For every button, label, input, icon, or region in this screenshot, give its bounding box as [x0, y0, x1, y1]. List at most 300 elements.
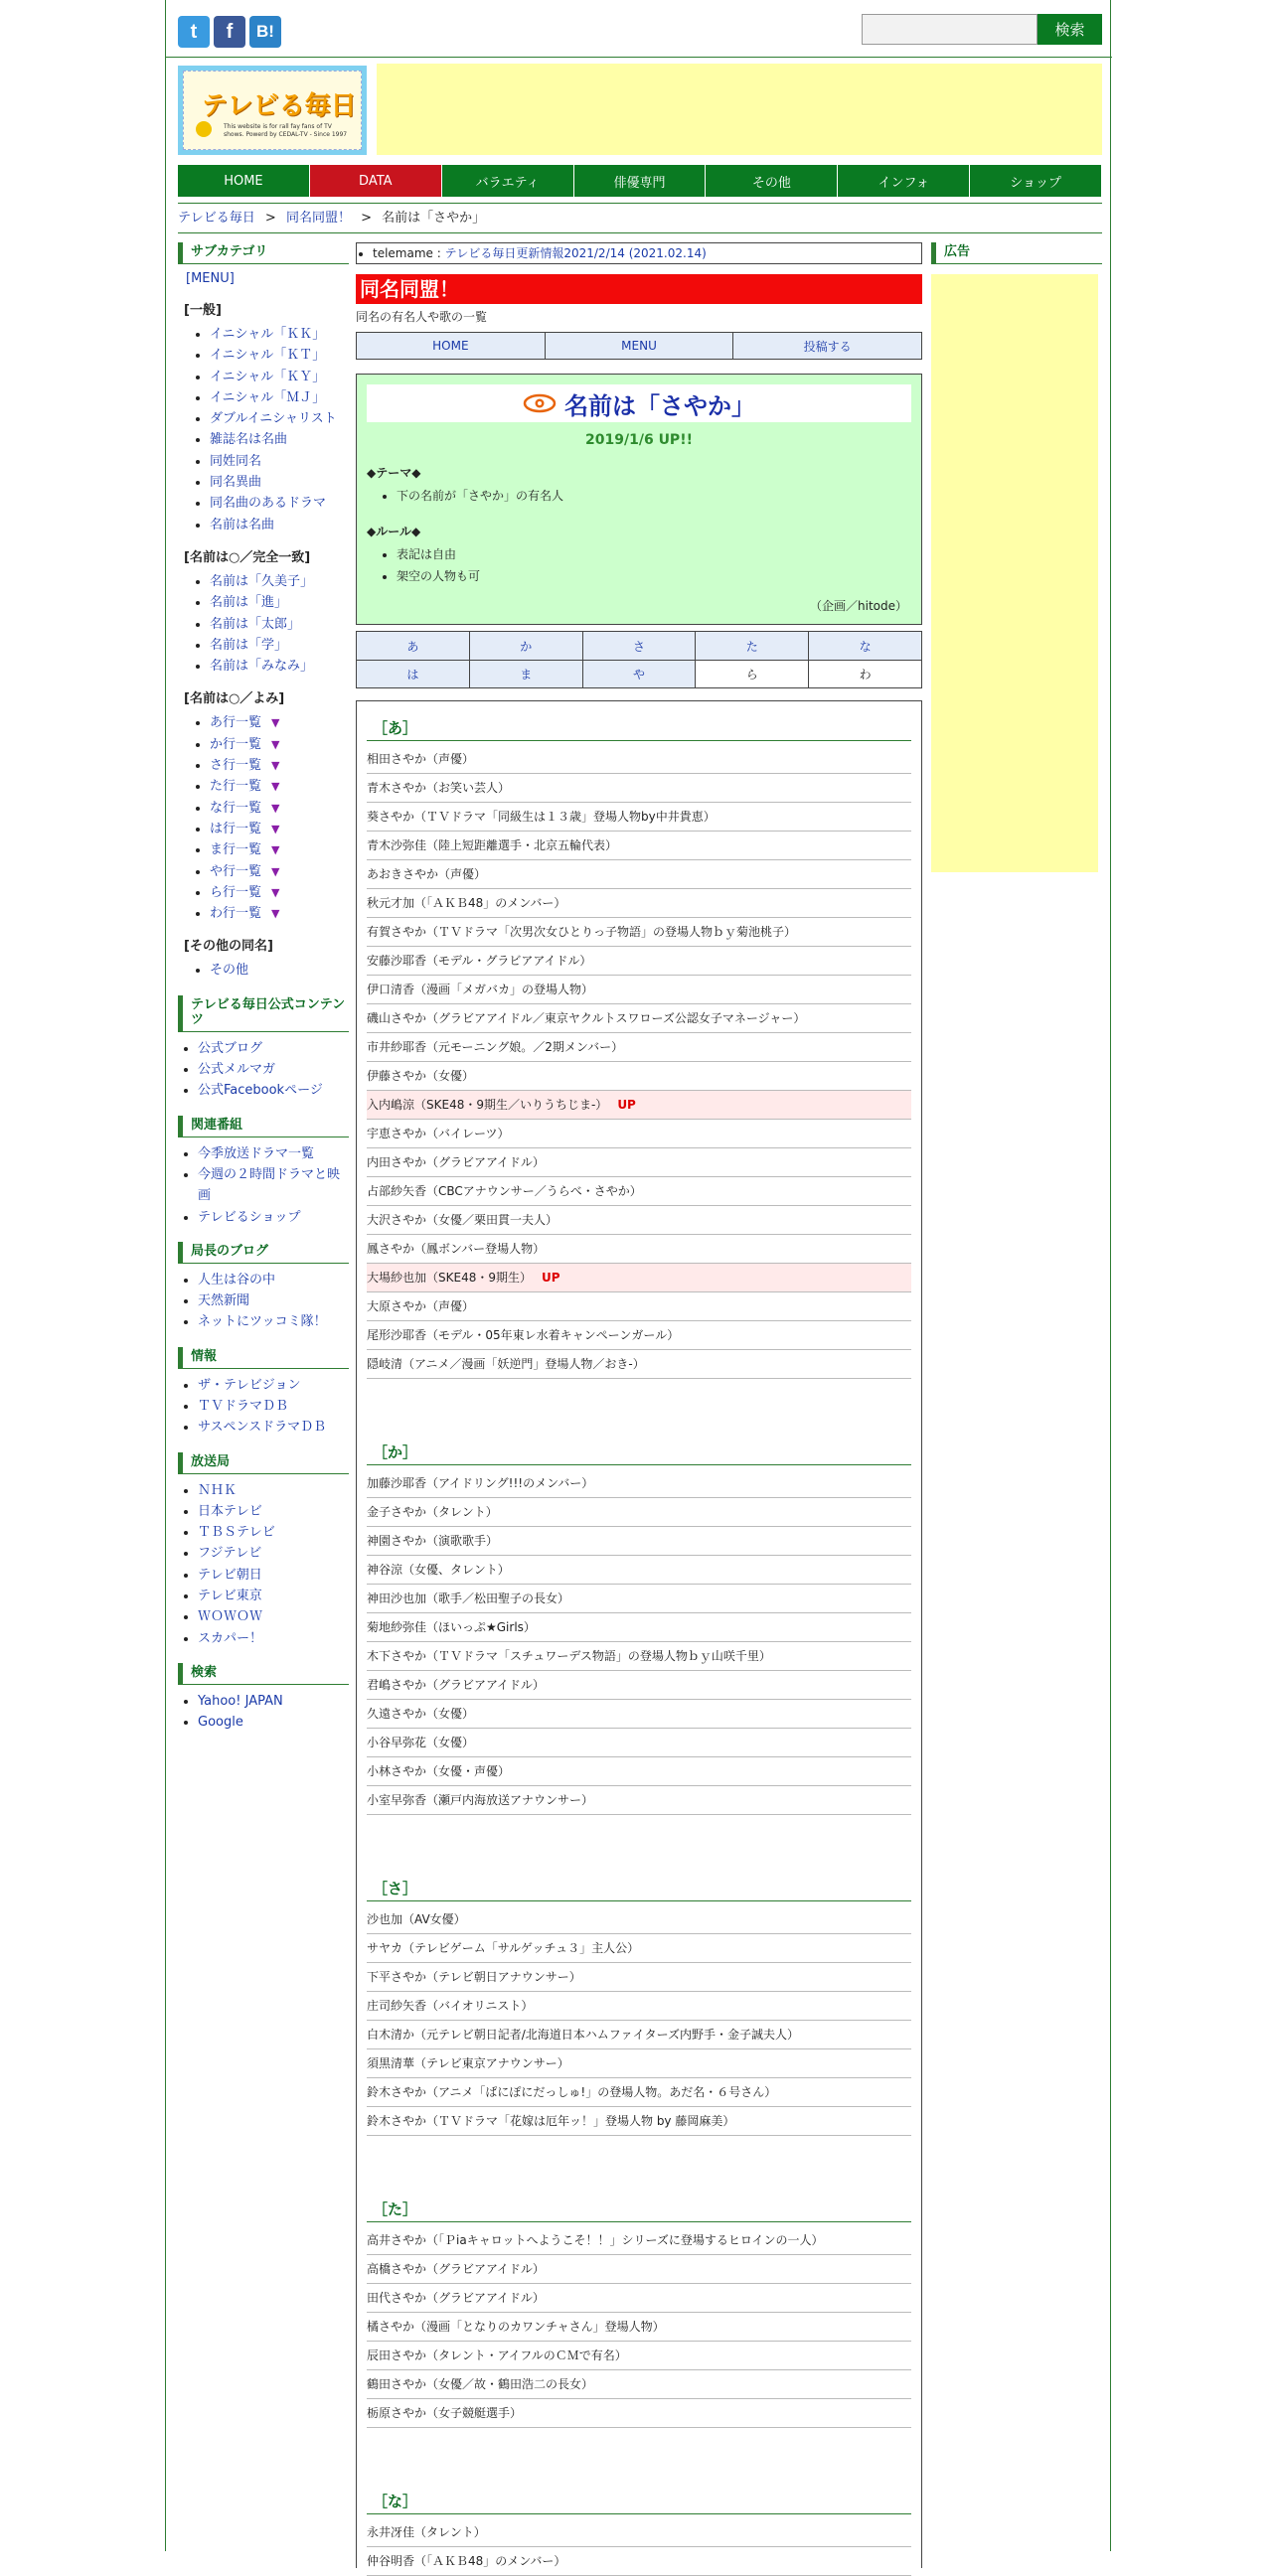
list-item [367, 1292, 911, 1321]
telemame-box [356, 242, 922, 264]
twitter-icon[interactable]: t [178, 16, 210, 48]
sidebar-link[interactable]: ザ・テレビジョン [198, 1377, 301, 1393]
sidebar-link[interactable]: ま行一覧 [210, 842, 262, 858]
sidebar-subheading-reading: [名前は○／よみ] [184, 691, 285, 707]
sidebar-link[interactable]: スカパー！ [198, 1630, 263, 1646]
theme-item: • 表記は自由 [397, 543, 911, 565]
rule-heading: ◆ルール◆ [367, 525, 421, 538]
sidebar-link[interactable]: か行一覧 [210, 736, 262, 752]
list-item [367, 1671, 911, 1700]
entry-text: 橘さやか（漫画「となりのカワンチャさん」登場人物） [367, 2320, 665, 2334]
sidebar-link[interactable]: ＴＢＳテレビ [198, 1525, 275, 1541]
list-item [367, 2547, 911, 2576]
left-sidebar [178, 242, 349, 1734]
kana-link[interactable]: あ [357, 632, 470, 660]
section-gap [367, 2428, 911, 2475]
sidebar-item [198, 1059, 349, 1080]
sidebar-item [210, 324, 349, 345]
section-gap [367, 2136, 911, 2183]
triangle-down-icon: ▼ [271, 822, 280, 835]
list-item [367, 2518, 911, 2547]
search-input[interactable] [862, 14, 1037, 45]
list-item [367, 2226, 911, 2255]
list-item [367, 1264, 911, 1292]
entry-text: 高井さやか（「Ｐiaキャロットへようこそ！！」シリーズに登場するヒロインの一人） [367, 2233, 824, 2247]
section-heading: ［さ］ [367, 1880, 911, 1901]
sidebar-link[interactable]: Google [198, 1715, 243, 1731]
name-list [356, 700, 922, 2568]
sidebar-link[interactable]: 同名曲のあるドラマ [210, 496, 327, 512]
entry-text: 白木清か（元テレビ朝日記者/北海道日本ハムファイターズ内野手・金子誠夫人） [367, 2028, 799, 2042]
entry-text: 菊地紗弥佳（ほいっぷ★Girls） [367, 1620, 536, 1634]
sidebar-link[interactable]: イニシャル「ＫＹ」 [210, 369, 326, 384]
sidebar-link[interactable]: その他 [210, 963, 249, 979]
entry-text: 隠岐清（アニメ／漫画「妖逆門」登場人物／おき-） [367, 1357, 645, 1371]
sidebar-list-station [178, 1480, 349, 1649]
sidebar-item [198, 1164, 349, 1207]
sidebar-heading-info: 情報 [178, 1347, 349, 1369]
entry-text: 相田さやか（声優） [367, 752, 475, 766]
entry-text: 久遠さやか（女優） [367, 1707, 475, 1721]
entry-text: 磯山さやか（グラビアアイドル／東京ヤクルトスワローズ公認女子マネージャー） [367, 1011, 806, 1025]
entry-text: 田代さやか（グラビアアイドル） [367, 2291, 545, 2305]
sidebar-item [198, 1691, 349, 1712]
sidebar-list-search [178, 1691, 349, 1734]
sidebar-item [210, 429, 349, 450]
sidebar-item [210, 755, 349, 776]
entry-text: 安藤沙耶香（モデル・グラビアアイドル） [367, 954, 592, 968]
sidebar-item [198, 1311, 349, 1332]
telemame-link[interactable]: テレビる毎日更新情報2021/2/14 (2021.02.14) [444, 246, 707, 260]
sidebar-item [198, 1270, 349, 1290]
sidebar-link[interactable]: イニシャル「ＫＫ」 [210, 327, 326, 342]
triangle-down-icon: ▼ [271, 801, 280, 815]
list-item [367, 1091, 911, 1120]
entry-text: 占部紗矢香（CBCアナウンサー／うらべ・さやか） [367, 1184, 642, 1198]
section-gap [367, 1815, 911, 1862]
list-item [367, 1469, 911, 1498]
sidebar-link[interactable]: わ行一覧 [210, 906, 262, 922]
nav-item[interactable]: インフォ [838, 165, 970, 197]
list-item [367, 1642, 911, 1671]
sidebar-item [210, 571, 349, 592]
nav-divider [178, 203, 1102, 204]
list-item [367, 774, 911, 803]
list-item [367, 2078, 911, 2107]
nav-item[interactable]: HOME [178, 165, 310, 197]
sidebar-link[interactable]: 名前は「太郎」 [210, 616, 301, 632]
sidebar-item [198, 1586, 349, 1606]
hatena-bookmark-icon[interactable]: B! [249, 16, 281, 48]
sidebar-item [198, 1628, 349, 1649]
breadcrumb-separator: > [361, 211, 372, 226]
nav-item[interactable]: ショップ [970, 165, 1102, 197]
entry-text: 秋元才加（「ＡＫＢ48」のメンバー） [367, 896, 566, 910]
triangle-down-icon: ▼ [271, 759, 280, 773]
main-content [356, 242, 922, 2568]
sidebar-item [198, 1543, 349, 1564]
entry-text: 小室早弥香（瀬戸内海放送アナウンサー） [367, 1793, 594, 1807]
list-item [367, 1700, 911, 1729]
sidebar-link[interactable]: 名前は「久美子」 [210, 573, 314, 589]
entry-text: 伊口清香（漫画「メガバカ」の登場人物） [367, 983, 594, 996]
sidebar-link[interactable]: な行一覧 [210, 800, 262, 816]
kana-link[interactable]: ま [470, 661, 583, 687]
sidebar-link[interactable]: ＮＨＫ [198, 1482, 238, 1498]
site-logo[interactable] [178, 66, 367, 155]
logo-frame [183, 71, 362, 150]
list-item [367, 1350, 911, 1379]
list-item [367, 1757, 911, 1786]
logo-title: テレビる毎日 [202, 91, 357, 121]
sidebar-link[interactable]: フジテレビ [198, 1546, 262, 1562]
list-item [367, 1963, 911, 1992]
sidebar-link[interactable]: Yahoo! JAPAN [198, 1693, 283, 1709]
sidebar-heading-related: 関連番組 [178, 1116, 349, 1137]
entry-text: 須黒清華（テレビ東京アナウンサー） [367, 2056, 569, 2070]
kana-index [356, 631, 922, 688]
list-item [367, 2342, 911, 2370]
sidebar-heading-search: 検索 [178, 1663, 349, 1685]
entry-text: 君嶋さやか（グラビアアイドル） [367, 1678, 545, 1692]
list-item [367, 1206, 911, 1235]
list-item [367, 2049, 911, 2078]
entry-text: 加藤沙耶香（アイドリング!!!のメンバー） [367, 1476, 594, 1490]
sidebar-list-blog [178, 1270, 349, 1333]
list-item [367, 1729, 911, 1757]
sidebar-heading-official: テレビる毎日公式コンテンツ [178, 995, 349, 1032]
kana-link[interactable]: や [583, 661, 697, 687]
theme-list [367, 485, 911, 507]
section-heading: ［か］ [367, 1443, 911, 1465]
kana-link[interactable]: ら [696, 661, 809, 687]
tab-post[interactable]: 投稿する [733, 333, 921, 359]
sidebar-subheading-general: [一般] [184, 303, 222, 318]
side-ad-banner[interactable] [931, 274, 1098, 872]
triangle-down-icon: ▼ [271, 780, 280, 794]
entry-text: 鳳さやか（鳳ボンバー登場人物） [367, 1242, 546, 1256]
sidebar-item [210, 614, 349, 635]
list-item [367, 2107, 911, 2136]
entry-text: 入内嶋涼（SKE48・9期生／いりうちじま-） [367, 1098, 608, 1112]
telemame-label: telemame : [373, 246, 445, 260]
sidebar-item [210, 592, 349, 613]
sidebar-list-official [178, 1038, 349, 1102]
sidebar-item [198, 1207, 349, 1228]
list-item [367, 1321, 911, 1350]
sidebar-item [198, 1712, 349, 1733]
logo-subtitle: This website is for rall fay fans of TV shows. Powerd by CEDAL-TV - Since 1997 [224, 123, 348, 138]
list-item [367, 1934, 911, 1963]
entry-text: サヤカ（テレビゲーム「サルゲッチュ３」主人公） [367, 1941, 640, 1955]
kana-link[interactable]: さ [583, 632, 697, 660]
main-nav [178, 165, 1102, 197]
list-item [367, 2313, 911, 2342]
entry-text: 神園さやか（演歌歌手） [367, 1534, 499, 1548]
sidebar-item [198, 1080, 349, 1101]
list-item [367, 1905, 911, 1934]
sidebar-item [210, 960, 349, 981]
entry-text: 仲谷明香（「ＡＫＢ48」のメンバー） [367, 2554, 566, 2568]
list-item [367, 1786, 911, 1815]
sidebar-list-reading [178, 712, 349, 924]
sidebar-item [198, 1038, 349, 1059]
theme-item: • 下の名前が「さやか」の有名人 [397, 485, 911, 507]
sidebar-link[interactable]: は行一覧 [210, 821, 262, 836]
top-ad-banner[interactable] [377, 64, 1102, 155]
sidebar-item [210, 882, 349, 903]
entry-text: 市井紗耶香（元モーニング娘。／2期メンバー） [367, 1040, 624, 1054]
sidebar-list-other [178, 960, 349, 981]
list-item [367, 860, 911, 889]
triangle-down-icon: ▼ [271, 843, 280, 857]
sidebar-item [210, 367, 349, 387]
sidebar-item [210, 472, 349, 493]
sidebar-item [198, 1417, 349, 1438]
sidebar-link[interactable]: あ行一覧 [210, 715, 262, 731]
entry-text: 大原さやか（声優） [367, 1299, 475, 1313]
sidebar-item [210, 451, 349, 472]
list-item [367, 803, 911, 832]
entry-text: 有賀さやか（ＴＶドラマ「次男次女ひとりっ子物語」の登場人物ｂｙ菊池桃子） [367, 925, 797, 939]
sidebar-item [210, 734, 349, 755]
page [165, 0, 1111, 2568]
entry-text: 青木沙弥佳（陸上短距離選手・北京五輪代表） [367, 838, 618, 852]
list-item [367, 947, 911, 976]
nav-item[interactable]: その他 [706, 165, 838, 197]
entry-text: 鈴木さやか（アニメ「ぱにぽにだっしゅ!」の登場人物。あだ名・６号さん） [367, 2085, 777, 2099]
sidebar-link[interactable]: 人生は谷の中 [198, 1272, 276, 1288]
list-item [367, 2021, 911, 2049]
sidebar-link[interactable]: 天然新聞 [198, 1293, 250, 1309]
sidebar-link[interactable]: イニシャル「ＭＪ」 [210, 389, 326, 405]
kana-link[interactable]: わ [809, 661, 921, 687]
nav-item[interactable]: バラエティ [442, 165, 574, 197]
breadcrumb-separator: > [264, 211, 276, 226]
triangle-down-icon: ▼ [271, 885, 280, 899]
sidebar-item [210, 408, 349, 429]
sidebar-link[interactable]: 名前は名曲 [210, 517, 275, 532]
sidebar-item [198, 1375, 349, 1396]
sidebar-link[interactable]: 名前は「みなみ」 [210, 659, 314, 675]
sidebar-item [210, 345, 349, 366]
sidebar-item [210, 903, 349, 924]
sidebar-heading-ad: 広告 [931, 242, 1102, 264]
entry-text: 小谷早弥花（女優） [367, 1736, 475, 1749]
facebook-icon[interactable]: f [214, 16, 245, 48]
entry-text: 金子さやか（タレント） [367, 1505, 498, 1519]
sidebar-item [198, 1606, 349, 1627]
entry-text: 尾形沙耶香（モデル・05年東レ水着キャンペーンガール） [367, 1328, 680, 1342]
entry-text: 辰田さやか（タレント・アイフルのＣＭで有名） [367, 2349, 627, 2362]
list-item [367, 1527, 911, 1556]
theme-box [356, 374, 922, 625]
sidebar-link[interactable]: 雑誌名は名曲 [210, 432, 288, 448]
sidebar-item [210, 656, 349, 677]
list-item [367, 1613, 911, 1642]
entry-text: 下平さやか（テレビ朝日アナウンサー） [367, 1970, 581, 1984]
section-heading: ［あ］ [367, 719, 911, 741]
sidebar-link[interactable]: テレビ朝日 [198, 1567, 262, 1583]
sidebar-item [198, 1143, 349, 1164]
breadcrumb [178, 211, 491, 227]
sidebar-item [210, 712, 349, 733]
update-date: 2019/1/6 UP!! [585, 432, 693, 448]
list-item [367, 2399, 911, 2428]
list-item [367, 1033, 911, 1062]
list-item [367, 745, 911, 774]
entry-text: 神田沙也加（歌手／松田聖子の長女） [367, 1591, 570, 1605]
sidebar-item [210, 515, 349, 535]
kana-row [357, 660, 921, 687]
entry-text: 大沢さやか（女優／栗田貫一夫人） [367, 1213, 558, 1227]
entry-text: 栃原さやか（女子競艇選手） [367, 2406, 523, 2420]
right-sidebar [931, 242, 1102, 872]
sidebar-item [210, 839, 349, 860]
kana-link[interactable]: か [470, 632, 583, 660]
sidebar-link[interactable]: ネットにツッコミ隊！ [198, 1314, 327, 1330]
kana-link[interactable]: な [809, 632, 921, 660]
nav-item[interactable]: DATA [310, 165, 442, 197]
sidebar-item [198, 1290, 349, 1311]
list-item [367, 1004, 911, 1033]
sidebar-list-info [178, 1375, 349, 1439]
sidebar-link[interactable]: ＷＯＷＯＷ [198, 1609, 263, 1625]
sidebar-link[interactable]: 公式メルマガ [198, 1062, 276, 1078]
entry-text: 小林さやか（女優・声優） [367, 1764, 511, 1778]
list-item [367, 1120, 911, 1148]
sidebar-link[interactable]: 名前は「進」 [210, 595, 288, 611]
sidebar-item [210, 798, 349, 819]
sidebar-list-general [178, 324, 349, 535]
list-item [367, 1498, 911, 1527]
entry-text: 高橋さやか（グラビアアイドル） [367, 2262, 545, 2276]
sidebar-link[interactable]: 今季放送ドラマ一覧 [198, 1145, 315, 1161]
sidebar-link[interactable]: ら行一覧 [210, 884, 262, 900]
sidebar-item [198, 1522, 349, 1543]
page-description: 同名の有名人や歌の一覧 [356, 310, 488, 324]
sidebar-link[interactable]: ダブルイニシャリスト [210, 411, 337, 427]
sidebar-item [210, 387, 349, 408]
sidebar-link[interactable]: た行一覧 [210, 779, 262, 795]
sidebar-link[interactable]: 名前は「学」 [210, 637, 288, 653]
entry-text: 大場紗也加（SKE48・9期生） [367, 1271, 532, 1285]
page-title: 同名同盟！ [356, 274, 922, 304]
theme-item: • 架空の人物も可 [397, 565, 911, 587]
entry-text: 神谷涼（女優、タレント） [367, 1563, 510, 1577]
sidebar-item [210, 819, 349, 839]
list-item [367, 832, 911, 860]
sidebar-list-related [178, 1143, 349, 1228]
up-badge: UP [541, 1271, 560, 1285]
tab-menu[interactable]: MENU [546, 333, 734, 359]
list-item [367, 2255, 911, 2284]
theme-title: 名前は「さやか」 [564, 391, 755, 420]
entry-text: 木下さやか（ＴＶドラマ「スチュワーデス物語」の登場人物ｂｙ山咲千里） [367, 1649, 771, 1663]
section-gap [367, 1379, 911, 1426]
entry-text: 葵さやか（ＴＶドラマ「同級生は１３歳」登場人物by中井貴恵） [367, 810, 716, 824]
breadcrumb-doumei[interactable]: 同名同盟！ [285, 211, 351, 226]
eye-icon [523, 393, 557, 413]
entry-text: 内田さやか（グラビアアイドル） [367, 1155, 545, 1169]
sidebar-link[interactable]: 同名異曲 [210, 475, 262, 491]
entry-text: 青木さやか（お笑い芸人） [367, 781, 511, 795]
sidebar-item [210, 776, 349, 797]
up-badge: UP [617, 1098, 636, 1112]
entry-text: 宇恵さやか（バイレーツ） [367, 1127, 510, 1140]
theme-title-box [367, 384, 911, 422]
sidebar-link[interactable]: や行一覧 [210, 863, 262, 879]
nav-item[interactable]: 俳優専門 [574, 165, 707, 197]
sidebar-subheading-exact: [名前は○／完全一致] [184, 549, 311, 565]
list-item [367, 1062, 911, 1091]
sidebar-link[interactable]: 同姓同名 [210, 453, 262, 469]
sidebar-link[interactable]: サスペンスドラマＤＢ [198, 1420, 327, 1436]
rule-list [367, 543, 911, 587]
search-button[interactable]: 検索 [1037, 14, 1102, 45]
list-item [367, 1992, 911, 2021]
sidebar-link[interactable]: テレビ東京 [198, 1589, 262, 1604]
triangle-down-icon: ▼ [271, 716, 280, 730]
list-item [367, 1177, 911, 1206]
top-bar [166, 10, 1112, 58]
breadcrumb-current: 名前は「さやか」 [382, 211, 486, 226]
triangle-down-icon: ▼ [271, 907, 280, 921]
kana-link[interactable]: は [357, 661, 470, 687]
list-item [367, 1235, 911, 1264]
breadcrumb-divider [178, 232, 1102, 233]
sidebar-item [198, 1565, 349, 1586]
sidebar-link[interactable]: イニシャル「ＫＴ」 [210, 348, 326, 364]
sidebar-subheading-other: [その他の同名] [184, 939, 273, 955]
sidebar-item [198, 1480, 349, 1501]
entry-text: 永井冴佳（タレント） [367, 2525, 486, 2539]
sidebar-item [210, 493, 349, 514]
section-heading: ［な］ [367, 2493, 911, 2514]
list-item [367, 1585, 911, 1613]
sidebar-link[interactable]: 公式ブログ [198, 1040, 263, 1056]
sidebar-link[interactable]: テレビるショップ [198, 1209, 301, 1225]
triangle-down-icon: ▼ [271, 864, 280, 878]
theme-credit: （企画／hitode） [810, 599, 907, 613]
sidebar-link[interactable]: ＴＶドラマＤＢ [198, 1398, 289, 1414]
sidebar-item [210, 861, 349, 882]
sidebar-link[interactable]: 公式Facebookページ [198, 1083, 323, 1099]
sidebar-link[interactable]: 日本テレビ [198, 1503, 262, 1519]
sidebar-link[interactable]: さ行一覧 [210, 758, 262, 774]
sidebar-link[interactable]: 今週の２時間ドラマと映画 [198, 1166, 341, 1204]
entry-text: 伊藤さやか（女優） [367, 1069, 475, 1083]
content-tabs [356, 332, 922, 360]
tab-home[interactable]: HOME [357, 333, 546, 359]
list-item [367, 1556, 911, 1585]
entry-text: 沙也加（AV女優） [367, 1912, 466, 1926]
entry-text: あおきさやか（声優） [367, 867, 487, 881]
sidebar-list-exact [178, 571, 349, 677]
entry-text: 鈴木さやか（ＴＶドラマ「花嫁は厄年ッ！」登場人物 by 藤岡麻美） [367, 2114, 735, 2128]
section-heading: ［た］ [367, 2200, 911, 2222]
theme-heading: ◆テーマ◆ [367, 466, 421, 480]
entry-text: 鶴田さやか（女優／故・鶴田浩二の長女） [367, 2377, 594, 2391]
list-item [367, 889, 911, 918]
list-item [367, 918, 911, 947]
breadcrumb-home[interactable]: テレビる毎日 [178, 211, 255, 226]
sidebar-item [198, 1501, 349, 1522]
sidebar-menu-link[interactable]: [MENU] [186, 271, 235, 286]
sidebar-heading-blog: 局長のブログ [178, 1242, 349, 1264]
moon-icon [196, 121, 212, 137]
kana-link[interactable]: た [696, 632, 809, 660]
